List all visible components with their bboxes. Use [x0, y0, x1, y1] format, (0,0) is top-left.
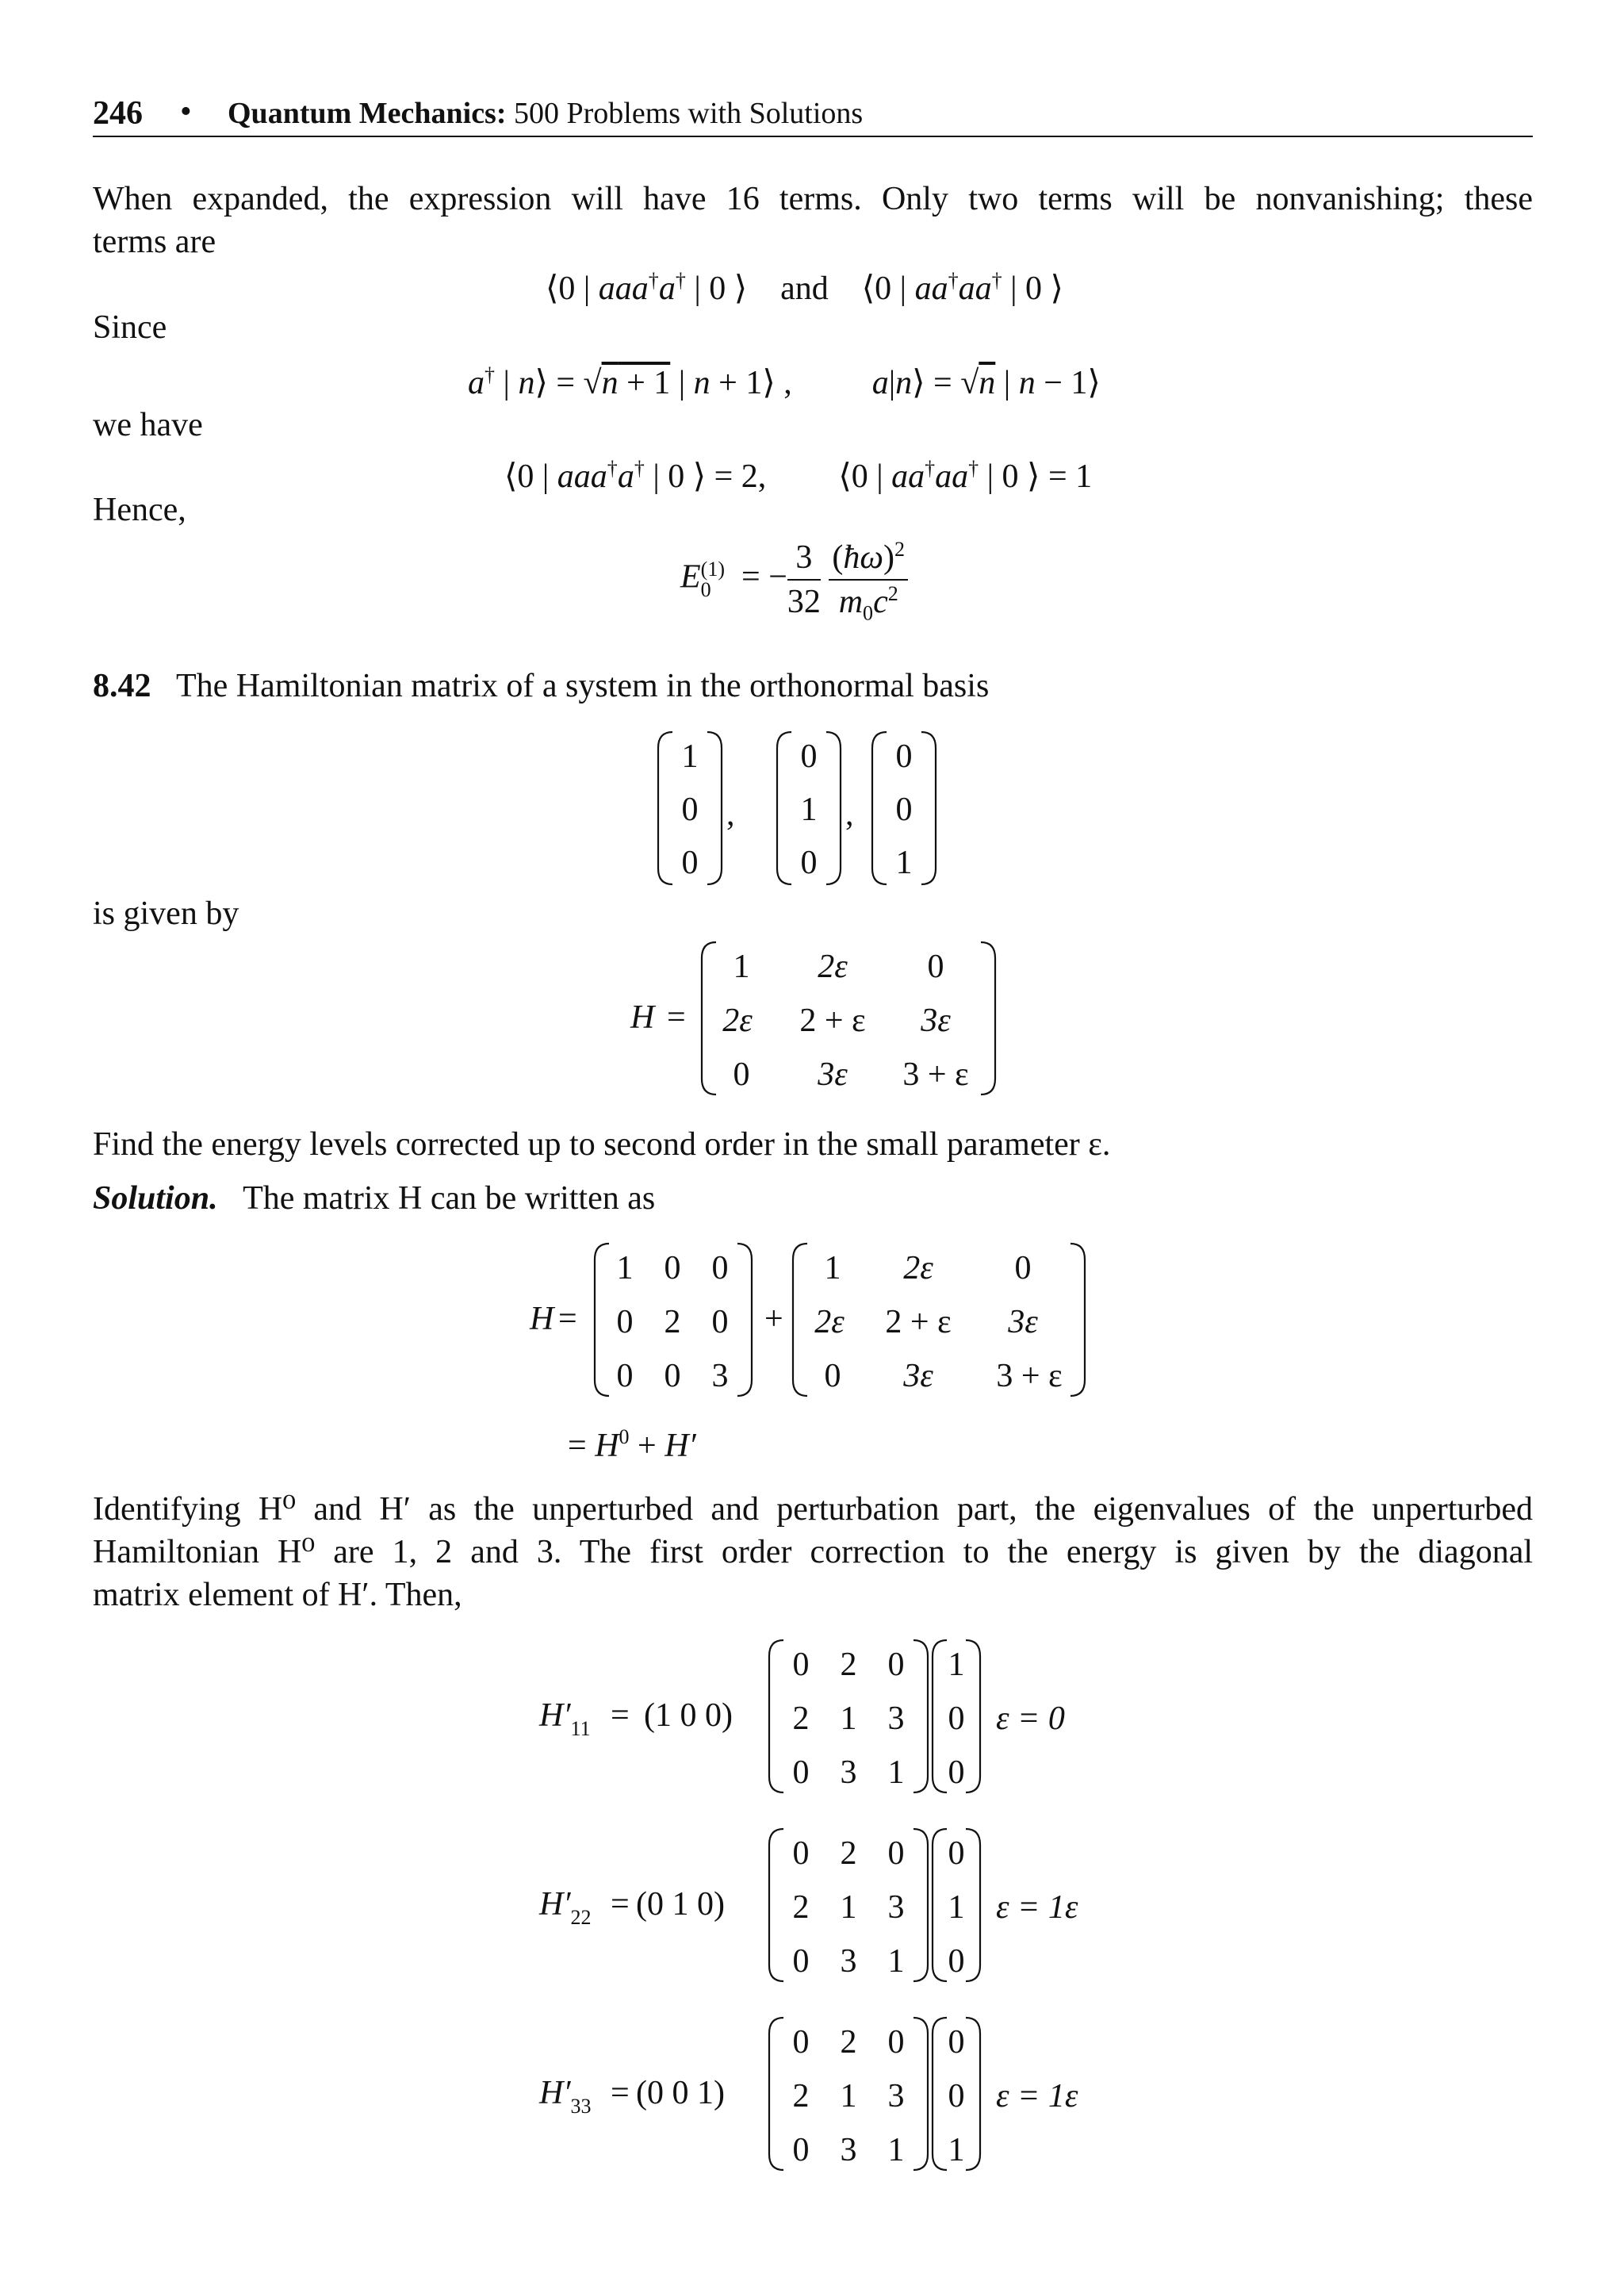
svg-text:3ε: 3ε [921, 1003, 951, 1039]
basis-2-r3: 0 [800, 845, 818, 881]
hprime-matrix-cells [814, 1250, 1062, 1394]
svg-text:1: 1 [824, 1250, 841, 1286]
svg-text:0: 0 [887, 1835, 905, 1872]
svg-text:0: 0 [733, 1056, 750, 1093]
svg-text:2: 2 [840, 1647, 857, 1683]
h22-coeff-cells [793, 1835, 905, 1980]
svg-text:2ε: 2ε [814, 1304, 845, 1340]
svg-text:1: 1 [840, 1700, 857, 1737]
svg-text:H′33: $H'_{33}$ [539, 2075, 592, 2118]
running-header [93, 94, 1533, 133]
since-label: Since [93, 309, 167, 346]
svg-text:3ε: 3ε [818, 1056, 848, 1093]
basis-1-r1: 1 [681, 738, 699, 775]
svg-text:3: 3 [840, 1943, 857, 1980]
nonvanishing-terms-equation: ⟨0 | aaa†a† | 0 ⟩ and ⟨0 | aa†aa† | 0 ⟩ [546, 269, 1063, 307]
basis-2-r2: 1 [800, 792, 818, 828]
intro-line-1: When expanded, the expression will have 16 terms. Only two terms will be nonvanishing; these [93, 181, 1533, 217]
svg-text:0: 0 [664, 1250, 681, 1286]
book-title: Quantum Mechanics: 500 Problems with Solutions [228, 97, 864, 130]
svg-text:=: = [611, 1886, 630, 1923]
header-bullet: • [180, 94, 192, 130]
svg-text:0: 0 [792, 2024, 810, 2061]
h33-result: ε = 1ε [996, 2078, 1078, 2114]
intro-line-2: terms are [93, 224, 216, 260]
svg-text:2ε: 2ε [903, 1250, 933, 1286]
svg-text:=: = [558, 1301, 577, 1337]
solution-label: Solution. [93, 1180, 218, 1217]
basis-vectors [658, 726, 975, 892]
svg-text:1: 1 [887, 2132, 905, 2168]
svg-text:0: 0 [616, 1304, 634, 1340]
svg-text:1: 1 [840, 1889, 857, 1926]
svg-text:3: 3 [887, 1889, 905, 1926]
problem-heading [93, 669, 989, 703]
svg-text:2ε: 2ε [722, 1003, 753, 1039]
svg-text:1: 1 [948, 1647, 965, 1683]
svg-text:3 + ε: 3 + ε [902, 1056, 969, 1093]
identify-line-1: Identifying H⁰ and H′ as the unperturbed and perturbation part, the eigenvalues of the unperturbed [93, 1491, 1533, 1528]
svg-text:0: 0 [887, 2024, 905, 2061]
svg-text:1: 1 [948, 2132, 965, 2168]
svg-text:= H0 + H′: = $H^0 + H'$ [568, 1425, 696, 1464]
svg-text:2: 2 [840, 1835, 857, 1872]
svg-text:0: 0 [887, 1647, 905, 1683]
svg-text:0: 0 [711, 1304, 729, 1340]
svg-text:H: H [530, 1301, 554, 1337]
identify-line-3: matrix element of H′. Then, [93, 1577, 462, 1613]
h22-equation [539, 1823, 1110, 1989]
and-word: and [780, 270, 829, 307]
is-given-by: is given by [93, 895, 239, 932]
svg-text:0: 0 [664, 1358, 681, 1394]
svg-text:=: = [611, 2075, 630, 2111]
solution-heading [93, 1182, 655, 1215]
svg-text:0: 0 [792, 1835, 810, 1872]
basis-3-r2: 0 [895, 792, 913, 828]
h11-result: ε = 0 [996, 1700, 1065, 1737]
svg-text:0: 0 [792, 1754, 810, 1791]
svg-text:0: 0 [792, 1943, 810, 1980]
svg-text:2ε: 2ε [818, 949, 848, 985]
header-rule [93, 136, 1533, 137]
ladder-operator-equation: a† | n⟩ = √n + 1 | n + 1⟩ , a|n⟩ = √n | n − 1⟩ [468, 363, 1101, 401]
svg-text:1: 1 [887, 1943, 905, 1980]
svg-text:3: 3 [840, 1754, 857, 1791]
h22-result: ε = 1ε [996, 1889, 1078, 1926]
basis-2-r1: 0 [800, 738, 818, 775]
svg-text:2 + ε: 2 + ε [799, 1003, 866, 1039]
hence-label: Hence, [93, 492, 186, 528]
svg-text:3ε: 3ε [1008, 1304, 1038, 1340]
svg-text:0: 0 [616, 1358, 634, 1394]
svg-text:H′11: $H'_{11}$ [539, 1697, 591, 1740]
svg-text:0: 0 [948, 1700, 965, 1737]
problem-number: 8.42 [93, 668, 151, 704]
h11-equation [539, 1634, 1110, 1800]
svg-text:0: 0 [948, 2024, 965, 2061]
basis-1-r2: 0 [681, 792, 699, 828]
h-matrix-cells [722, 949, 968, 1093]
page-number: 246 [93, 95, 143, 132]
svg-text:0: 0 [948, 2078, 965, 2114]
svg-text:=: = [667, 999, 686, 1036]
svg-text:H′22: $H'_{22}$ [539, 1886, 592, 1929]
h33-equation [539, 2011, 1110, 2178]
svg-text:0: 0 [824, 1358, 841, 1394]
svg-text:0: 0 [948, 1754, 965, 1791]
svg-text:0: 0 [792, 1647, 810, 1683]
h11-coeff-cells [793, 1647, 905, 1791]
svg-text:H: H [630, 999, 655, 1036]
svg-text:2: 2 [792, 1889, 810, 1926]
row-vector-1: (1 0 0) [644, 1697, 733, 1734]
svg-text:0: 0 [711, 1250, 729, 1286]
svg-text:=: = [611, 1697, 630, 1734]
svg-text:3: 3 [840, 2132, 857, 2168]
svg-text:3: 3 [887, 2078, 905, 2114]
energy-correction-equation: E (1) 0 = − $\frac{3}{32}$ $\frac{(ħ\omega)^2}{m_0c^2}$ [680, 541, 908, 619]
svg-text:0: 0 [948, 1835, 965, 1872]
row-vector-2: (0 1 0) [636, 1886, 725, 1923]
svg-text:0: 0 [948, 1943, 965, 1980]
h0-matrix-cells [617, 1250, 729, 1394]
solution-intro: The matrix H can be written as [243, 1180, 656, 1217]
h33-coeff-cells [793, 2024, 905, 2168]
we-have-label: we have [93, 407, 203, 443]
svg-text:2: 2 [792, 1700, 810, 1737]
svg-text:3 + ε: 3 + ε [996, 1358, 1063, 1394]
svg-text:3: 3 [887, 1700, 905, 1737]
svg-text:,: , [726, 796, 735, 833]
svg-text:+: + [764, 1301, 783, 1337]
svg-text:0: 0 [1014, 1250, 1032, 1286]
svg-text:1: 1 [887, 1754, 905, 1791]
svg-text:0: 0 [927, 949, 944, 985]
problem-statement: The Hamiltonian matrix of a system in the orthonormal basis [176, 668, 990, 704]
svg-text:3ε: 3ε [903, 1358, 933, 1394]
expectation-values-equation: ⟨0 | aaa†a† | 0 ⟩ = 2, ⟨0 | aa†aa† | 0 ⟩ = 1 [504, 457, 1093, 495]
basis-3-r1: 0 [895, 738, 913, 775]
svg-text:2 + ε: 2 + ε [885, 1304, 952, 1340]
svg-text:2: 2 [664, 1304, 681, 1340]
decomposition-equation [530, 1237, 1101, 1475]
svg-text:2: 2 [840, 2024, 857, 2061]
svg-text:1: 1 [840, 2078, 857, 2114]
svg-text:0: 0 [792, 2132, 810, 2168]
basis-1-r3: 0 [681, 845, 699, 881]
svg-text:,: , [845, 796, 854, 833]
svg-text:3: 3 [711, 1358, 729, 1394]
basis-3-r3: 1 [895, 845, 913, 881]
hamiltonian-matrix [630, 936, 1011, 1102]
svg-text:2: 2 [792, 2078, 810, 2114]
svg-text:1: 1 [733, 949, 750, 985]
svg-text:1: 1 [616, 1250, 634, 1286]
row-vector-3: (0 0 1) [636, 2075, 725, 2111]
find-statement: Find the energy levels corrected up to second order in the small parameter ε. [93, 1126, 1111, 1163]
identify-line-2: Hamiltonian H⁰ are 1, 2 and 3. The first order correction to the energy is given by the diagonal [93, 1534, 1533, 1570]
svg-text:1: 1 [948, 1889, 965, 1926]
